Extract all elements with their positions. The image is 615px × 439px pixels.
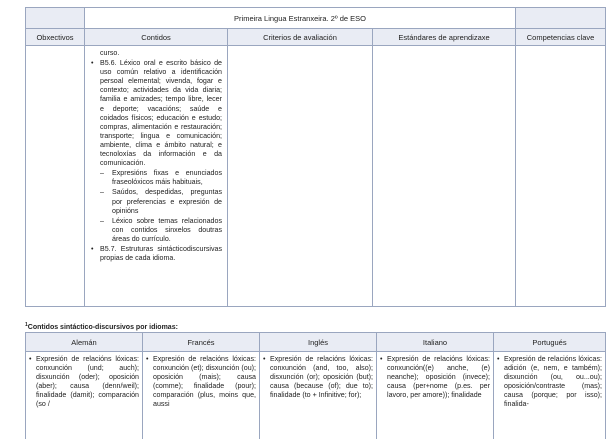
obxectivos-cell — [26, 46, 85, 307]
table-title: Primeira Lingua Estranxeira. 2º de ESO — [85, 8, 516, 29]
sub-item: – Expresións fixas e enunciados fraseolóxicos máis habituais, — [90, 169, 222, 187]
bullet-b57: • B5.7. Estruturas sintácticodiscursivas propias de cada idioma. — [90, 245, 222, 263]
title-spacer-cell — [516, 8, 606, 29]
bullet-b56: • B5.6. Léxico oral e escrito básico de uso común relativo a identificación persoal elemental; vivenda, fogar e contexto; actividades da vida diaria; familia e amizades; tempo libre, lecer e deporte; vacacións; saúde e coidados físicos; educación e estudo; compras, alimentación e restauración; transporte; lingua e comunicación; ambiente, clima e ámbito natural; e tecnoloxías da información e da comunicación. — [90, 59, 222, 168]
cell-ingles — [260, 352, 377, 439]
header-italiano: Italiano — [377, 333, 494, 352]
cell-frances — [143, 352, 260, 439]
header-contidos: Contidos — [85, 29, 228, 46]
cell-portugues — [494, 352, 606, 439]
footnote — [25, 322, 178, 331]
cell-italiano — [377, 352, 494, 439]
cell-aleman — [26, 352, 143, 439]
footnote-mark: 1 — [25, 322, 28, 328]
header-obxectivos: Obxectivos — [26, 29, 85, 46]
continuation-text: curso. — [100, 49, 120, 57]
footnote-text: Contidos sintáctico-discursivos por idiomas: — [27, 324, 178, 331]
header-frances: Francés — [143, 333, 260, 352]
competencias-cell — [516, 46, 606, 307]
estandares-cell — [373, 46, 516, 307]
title-spacer-cell — [26, 8, 85, 29]
portugues-text: • Expresión de relacións lóxicas: adición (e, nem, e também); disxunción (ou, ou...ou); oposición/contraste (mas); causa (porque; por isso); finalida- — [497, 355, 602, 409]
criterios-cell — [228, 46, 373, 307]
languages-table — [25, 332, 606, 439]
curriculum-table — [25, 7, 606, 307]
header-ingles: Inglés — [260, 333, 377, 352]
header-competencias: Competencias clave — [516, 29, 606, 46]
contidos-cell — [85, 46, 228, 307]
sub-item: – Léxico sobre temas relacionados con contidos sinxelos doutras áreas do currículo. — [90, 217, 222, 244]
header-estandares: Estándares de aprendizaxe — [373, 29, 516, 46]
aleman-text: • Expresión de relacións lóxicas: conxunción (und; auch); disxunción (oder); oposición (aber); causa (denn/weil); finalidade (damit); comparación (so / — [29, 355, 139, 409]
italiano-text: • Expresión de relacións lóxicas: conxunción((e) anche, (e) neanche); oposición (invece); causa (per+nome (p.es. per lavoro, per amore)); finalidade — [380, 355, 490, 400]
ingles-text: • Expresión de relacións lóxicas: conxunción (and, too, also); disxunción (or); oposición (but); causa (because (of); due to); finalidade (to + Infinitive; for); — [263, 355, 373, 400]
sub-item: – Saúdos, despedidas, preguntas por preferencias e expresión de opinións — [90, 188, 222, 215]
frances-text: • Expresión de relacións lóxicas: conxunción (et); disxunción (ou); oposición (mais); causa (comme); finalidade (pour); comparación (plus, moins que, aussi — [146, 355, 256, 409]
header-aleman: Alemán — [26, 333, 143, 352]
header-criterios: Criterios de avaliación — [228, 29, 373, 46]
header-portugues: Portugués — [494, 333, 606, 352]
